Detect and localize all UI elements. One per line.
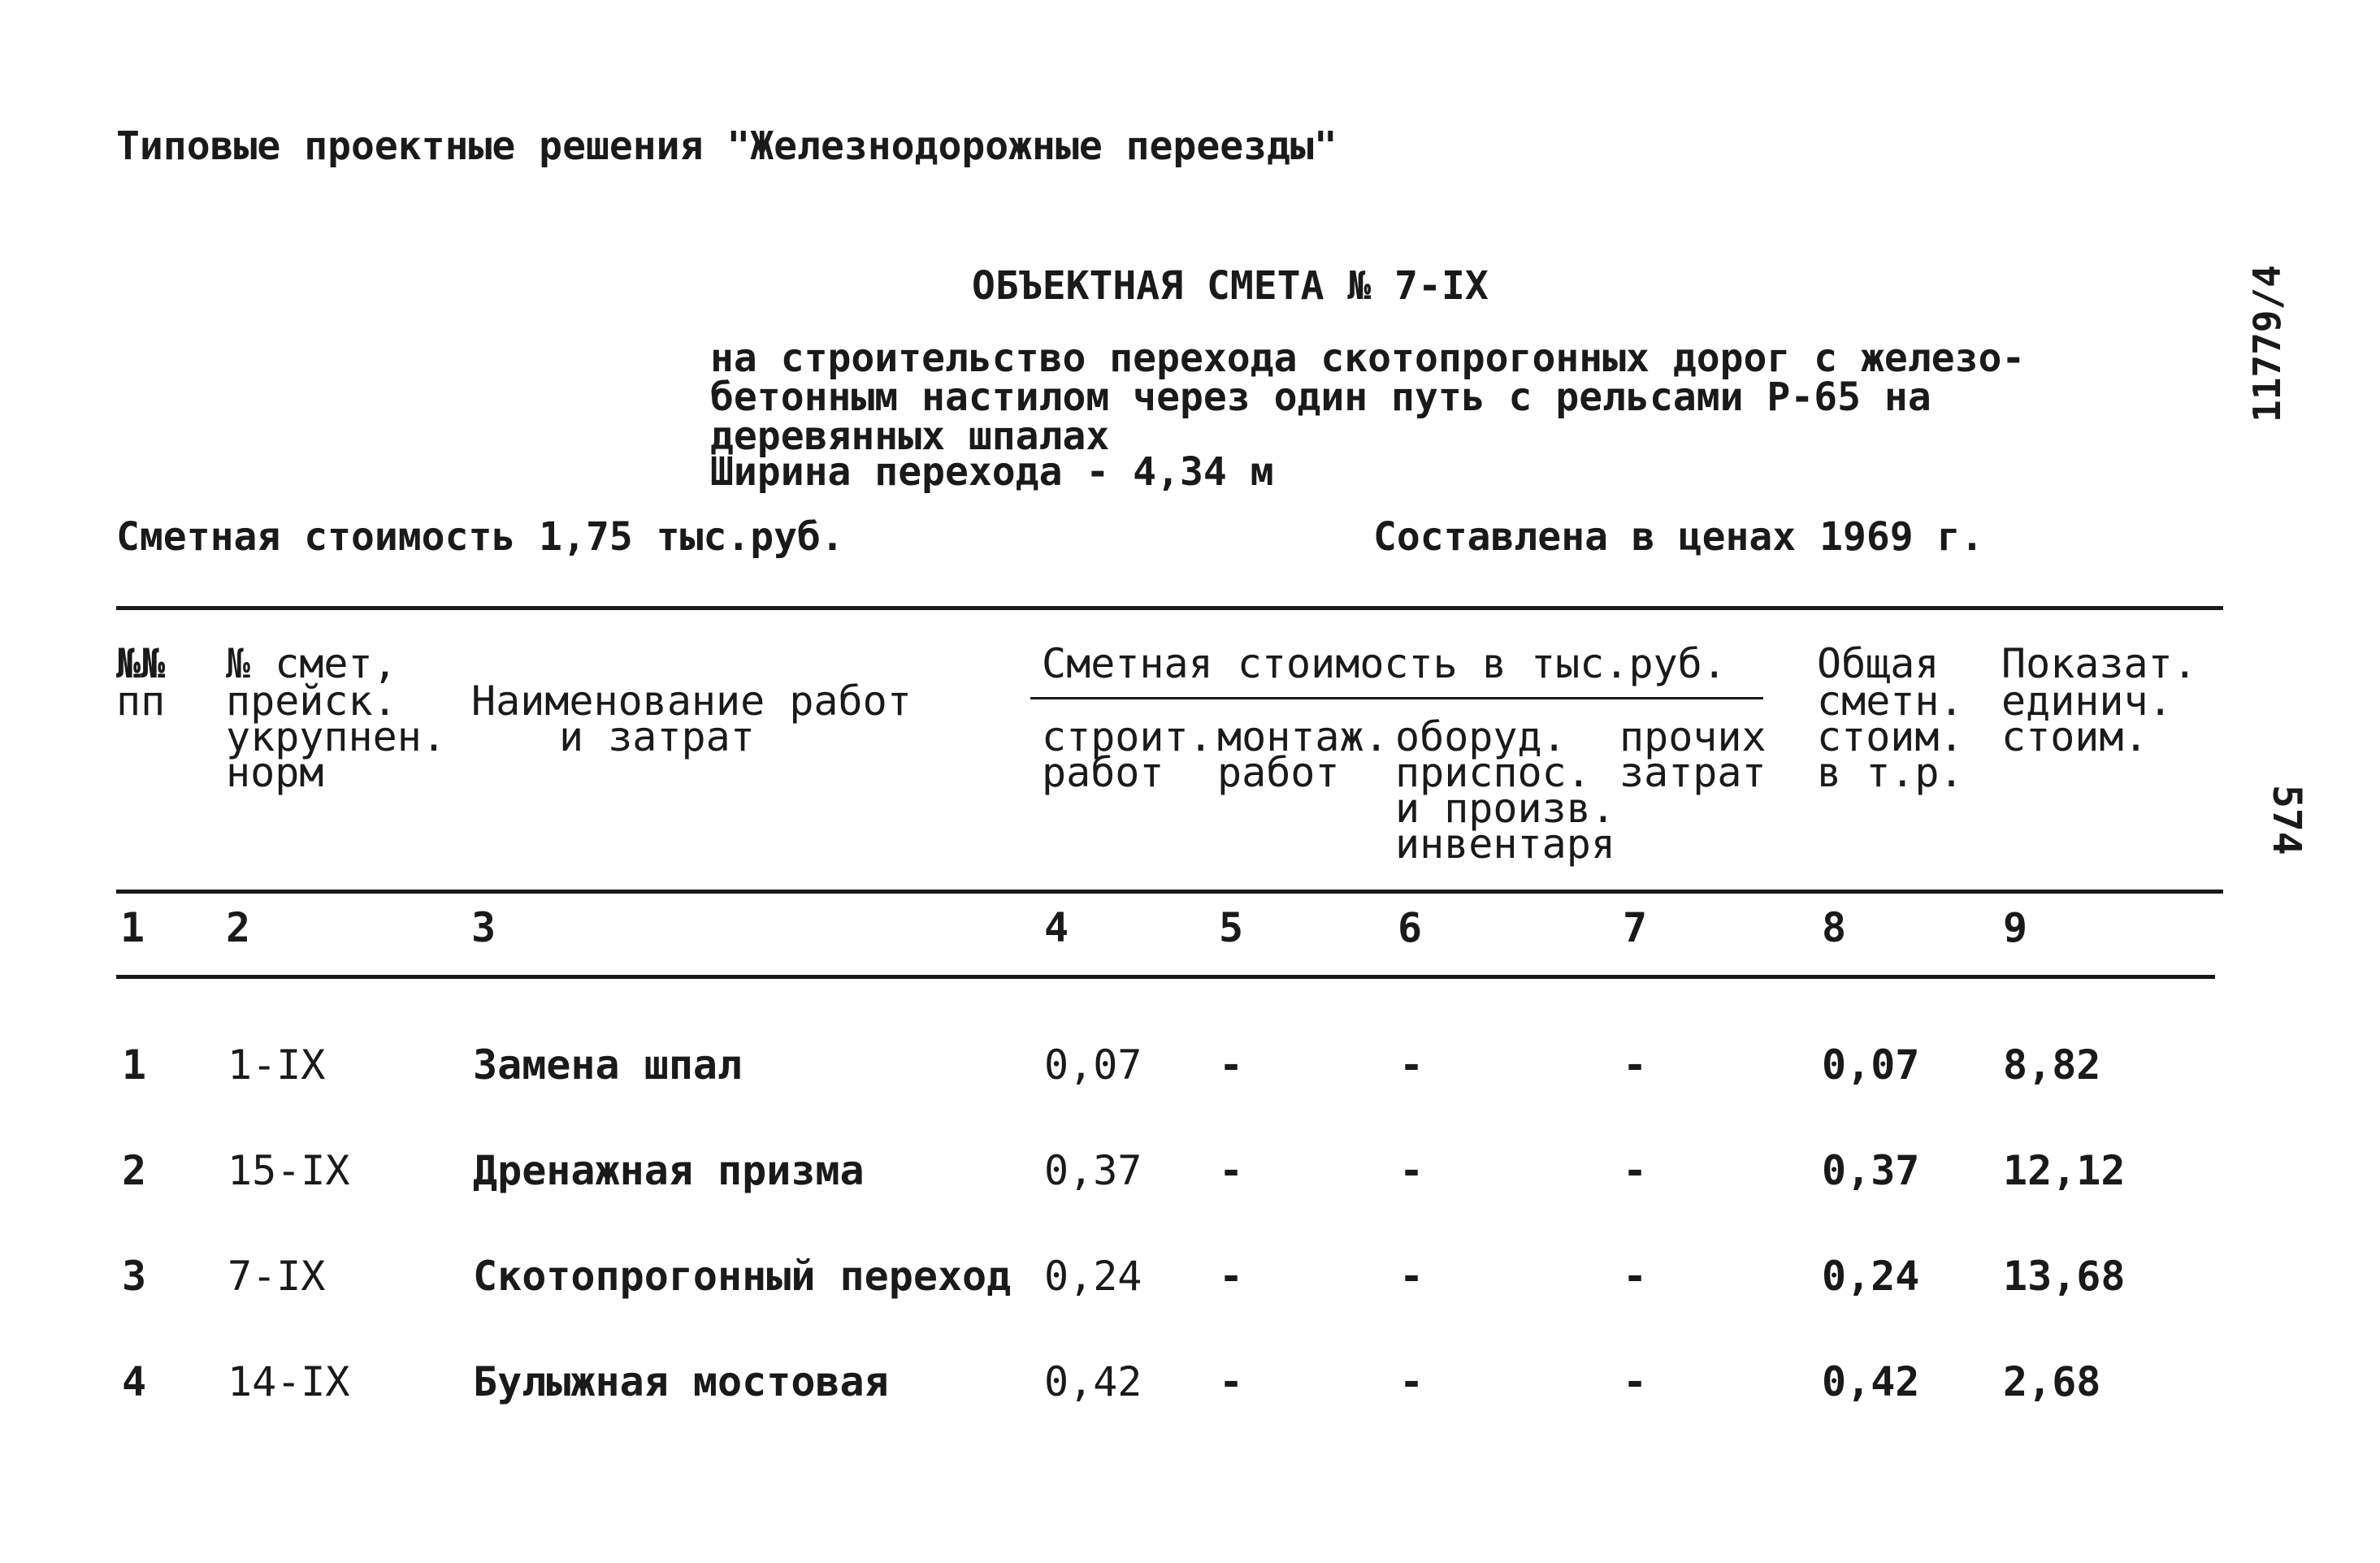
equipment-cost: - [1399, 1147, 1424, 1194]
total-cost: 0,42 [1822, 1358, 1920, 1405]
mounting-cost: - [1219, 1253, 1244, 1300]
unit-cost: 2,68 [2003, 1358, 2101, 1405]
header-col2-line4: норм [226, 749, 324, 796]
header-col5-line1: монтаж. [1217, 713, 1389, 760]
header-group-cost: Сметная стоимость в тыс.руб. [1042, 640, 1727, 687]
crossing-width: Ширина перехода - 4,34 м [710, 449, 1274, 495]
column-number: 1 [120, 904, 145, 951]
column-number: 2 [226, 904, 251, 951]
header-col6-line1: оборуд. [1395, 713, 1567, 760]
price-level: Составлена в ценах 1969 г. [1373, 514, 1984, 560]
group-header-rule [1030, 697, 1763, 699]
row-number: 4 [122, 1358, 147, 1405]
row-number: 3 [122, 1253, 147, 1300]
column-number: 3 [471, 904, 496, 951]
header-col4-line2: работ [1042, 749, 1164, 796]
numbers-bottom-rule [116, 975, 2215, 979]
header-col9-line1: Показат. [2001, 640, 2197, 687]
header-col2-line2: прейск. [226, 678, 397, 725]
construction-cost: 0,37 [1044, 1147, 1142, 1194]
other-cost: - [1623, 1253, 1648, 1300]
work-name: Булыжная мостовая [473, 1358, 889, 1405]
work-name: Замена шпал [473, 1041, 743, 1089]
mounting-cost: - [1219, 1358, 1244, 1405]
construction-cost: 0,24 [1044, 1253, 1142, 1300]
column-number: 6 [1398, 904, 1423, 951]
header-col9-line3: стоим. [2001, 713, 2148, 760]
estimate-cost: Сметная стоимость 1,75 тыс.руб. [116, 514, 844, 560]
row-number: 1 [122, 1041, 147, 1089]
header-col9-line2: единич. [2001, 678, 2173, 725]
other-cost: - [1623, 1147, 1648, 1194]
unit-cost: 12,12 [2003, 1147, 2126, 1194]
other-cost: - [1623, 1358, 1648, 1405]
header-col8-line1: Общая [1817, 640, 1940, 687]
header-col3-line2: и затрат [559, 713, 755, 760]
estimate-ref: 1-IX [228, 1041, 326, 1089]
work-name: Дренажная призма [473, 1147, 865, 1194]
unit-cost: 13,68 [2003, 1253, 2126, 1300]
total-cost: 0,24 [1822, 1253, 1920, 1300]
description-line-3: деревянных шпалах [710, 413, 1110, 459]
column-number: 7 [1623, 904, 1648, 951]
header-col3-line1: Наименование работ [471, 678, 912, 725]
other-cost: - [1623, 1041, 1648, 1089]
description-line-1: на строительство перехода скотопрогонных дорог с железо- [710, 336, 2026, 381]
column-number: 5 [1219, 904, 1244, 951]
mounting-cost: - [1219, 1147, 1244, 1194]
header-col4-line1: строит. [1042, 713, 1213, 760]
equipment-cost: - [1399, 1358, 1424, 1405]
header-col8-line2: сметн. [1817, 678, 1964, 725]
header-bottom-rule [116, 890, 2223, 894]
description-line-2: бетонным настилом через один путь с рельсами Р-65 на [710, 375, 1931, 420]
equipment-cost: - [1399, 1253, 1424, 1300]
header-col6-line2: приспос. [1395, 749, 1591, 796]
header-col1-line2: пп [116, 678, 166, 725]
unit-cost: 8,82 [2003, 1041, 2101, 1089]
equipment-cost: - [1399, 1041, 1424, 1089]
header-col6-line3: и произв. [1395, 785, 1615, 832]
page-number: 574 [2264, 785, 2309, 855]
row-number: 2 [122, 1147, 147, 1194]
header-col7-line2: затрат [1619, 749, 1767, 796]
total-cost: 0,07 [1822, 1041, 1920, 1089]
header-col5-line2: работ [1217, 749, 1340, 796]
archive-stamp: 11779/4 [2245, 265, 2289, 422]
header-col8-line4: в т.р. [1817, 749, 1964, 796]
header-col1-line1: №№ [116, 640, 166, 687]
estimate-title: ОБЪЕКТНАЯ СМЕТА № 7-IX [972, 263, 1489, 309]
column-number: 9 [2003, 904, 2028, 951]
header-col2-line3: укрупнен. [226, 713, 446, 760]
mounting-cost: - [1219, 1041, 1244, 1089]
column-number: 8 [1822, 904, 1847, 951]
estimate-ref: 7-IX [228, 1253, 326, 1300]
construction-cost: 0,42 [1044, 1358, 1142, 1405]
header-col7-line1: прочих [1619, 713, 1767, 760]
series-title: Типовые проектные решения "Железнодорожные переезды" [116, 123, 1337, 169]
header-col6-line4: инвентаря [1395, 820, 1615, 868]
construction-cost: 0,07 [1044, 1041, 1142, 1089]
estimate-ref: 15-IX [228, 1147, 350, 1194]
column-number: 4 [1044, 904, 1069, 951]
estimate-ref: 14-IX [228, 1358, 350, 1405]
table-top-rule [116, 606, 2223, 610]
work-name: Скотопрогонный переход [473, 1253, 1012, 1300]
total-cost: 0,37 [1822, 1147, 1920, 1194]
header-col2-line1: № смет, [226, 640, 397, 687]
header-col8-line3: стоим. [1817, 713, 1964, 760]
